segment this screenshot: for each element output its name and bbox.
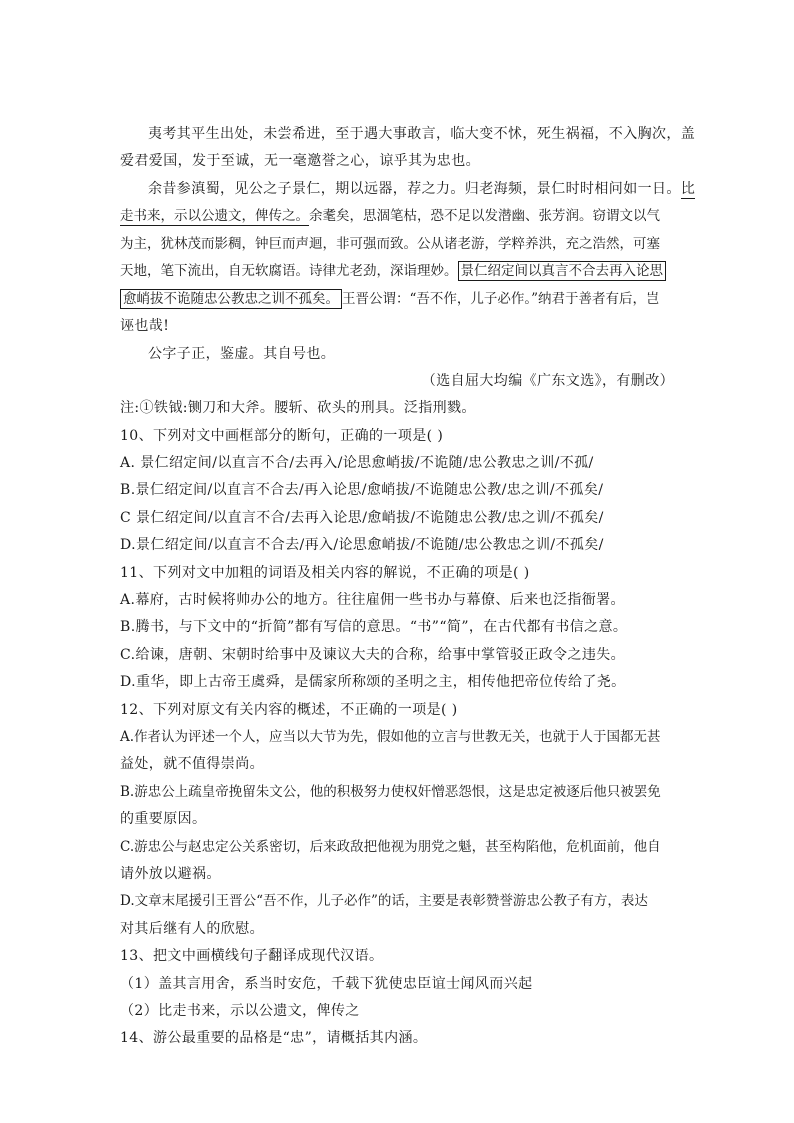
passage-p2-line2	[120, 206, 680, 226]
passage-p2-line5	[120, 289, 680, 309]
passage-p1-line1: 夷考其平生出处，未尝希进，至于遇大事敢言，临大变不怵，死生祸福，不入胸次，盖	[148, 126, 696, 142]
footnote: 注:①铁钺:铡刀和大斧。腰斩、砍头的刑具。泛指刑戮。	[120, 400, 476, 416]
source-citation: （选自屈大均编《广东文选》，有删改）	[421, 373, 674, 389]
q11-option-b: B.腾书，与下文中的“折简”都有写信的意思。“书”“简”，在古代都有书信之意。	[120, 619, 628, 635]
passage-p1-line2: 爱君爱国，发于至诚，无一毫邀誉之心，谅乎其为忠也。	[120, 153, 480, 169]
q10-option-d: D.景仁绍定间/以直言不合去/再入/论思愈峭拔/不诡随/忠公教忠之训/不孤矣/	[120, 537, 604, 553]
q12-option-a-line2: 益处，就不值得崇尚。	[120, 756, 264, 772]
q12-option-b-line1: B.游忠公上疏皇帝挽留朱文公，他的积极努力使权奸憎恶怨恨，这是忠定被逐后他只被罢免	[120, 784, 661, 800]
question-13: 13、把文中画横线句子翻译成现代汉语。	[120, 948, 384, 964]
q11-option-a: A.幕府，古时候将帅办公的地方。往往雇佣一些书办与幕僚、后来也泛指衙署。	[120, 592, 625, 608]
q10-option-a: A. 景仁绍定间/以直言不合/去再入/论思愈峭拔/不诡随/忠公教忠之训/不孤/	[120, 455, 594, 471]
question-14: 14、游公最重要的品格是“忠”，请概括其内涵。	[120, 1030, 428, 1046]
underlined-sentence: 比	[680, 181, 696, 197]
q12-option-d-line1: D.文章末尾援引王晋公“吾不作，儿子必作”的话，主要是表彰赞誉游忠公教子有方，表达	[120, 893, 648, 909]
q11-option-d: D.重华，即上古帝王虞舜，是儒家所称颂的圣明之主，相传他把帝位传给了尧。	[120, 674, 626, 690]
q12-option-b-line2: 的重要原因。	[120, 811, 207, 827]
q13-item-2: （2）比走书来，示以公遗文，俾传之	[120, 1003, 360, 1019]
q11-option-c: C.给谏，唐朝、宋朝时给事中及谏议大夫的合称，给事中掌管驳正政令之违失。	[120, 647, 626, 663]
passage-p3: 公字子正，鉴虚。其自号也。	[148, 346, 336, 362]
question-11: 11、下列对文中加粗的词语及相关内容的解说，不正确的项是( )	[120, 565, 530, 581]
passage-p2-line3: 为主，犹林茂而影稠，钟巨而声迴，非可强而致。公从诸老游，学粹养洪，充之浩然，可塞	[120, 236, 660, 252]
passage-p2-line1	[148, 179, 696, 199]
q12-option-c-line1: C.游忠公与赵忠定公关系密切，后来政敌把他视为朋党之魁，甚至构陷他，危机面前，他自	[120, 839, 661, 855]
question-12: 12、下列对原文有关内容的概述，不正确的一项是( )	[120, 702, 458, 718]
passage-p2-line4	[120, 261, 680, 281]
q13-item-1: （1）盖其言用舍，系当时安危，千载下犹使忠臣谊士闻风而兴起	[120, 976, 533, 992]
passage-text: 余昔参滇蜀，见公之子景仁，期以远器，荐之力。归老海频，景仁时时相问如一日。	[148, 181, 681, 197]
boxed-passage: 景仁绍定间以真言不合去再入论思	[458, 261, 667, 281]
passage-text: 天地，笔下流出，自无软腐语。诗律尤老劲，深诣理妙。	[120, 263, 458, 279]
question-10: 10、下列对文中画框部分的断句，正确的一项是( )	[120, 428, 444, 444]
q12-option-a-line1: A.作者认为评述一个人，应当以大节为先，假如他的立言与世教无关，也就于人于国都无甚	[120, 729, 661, 745]
passage-text: 余耄矣，思涸笔枯，恐不足以发潜幽、张芳润。窃谓文以气	[309, 208, 660, 224]
q10-option-c: C 景仁绍定间/以直言不合/去再入论思/愈峭拔/不诡随忠公教/忠之训/不孤矣/	[120, 510, 604, 526]
q12-option-d-line2: 对其后继有人的欣慰。	[120, 921, 264, 937]
passage-text: 王晋公谓：“吾不作，儿子必作。”纳君于善者有后，岂	[342, 291, 660, 307]
q10-option-b: B.景仁绍定间/以直言不合去/再入论思/愈峭拔/不诡随忠公教/忠之训/不孤矣/	[120, 482, 604, 498]
boxed-passage: 愈峭拔不诡随忠公教忠之训不孤矣。	[120, 289, 342, 309]
q12-option-c-line2: 请外放以避祸。	[120, 866, 221, 882]
passage-p2-line6: 诬也哉!	[120, 318, 170, 334]
underlined-sentence: 走书来，示以公遗文，俾传之。	[120, 208, 309, 224]
